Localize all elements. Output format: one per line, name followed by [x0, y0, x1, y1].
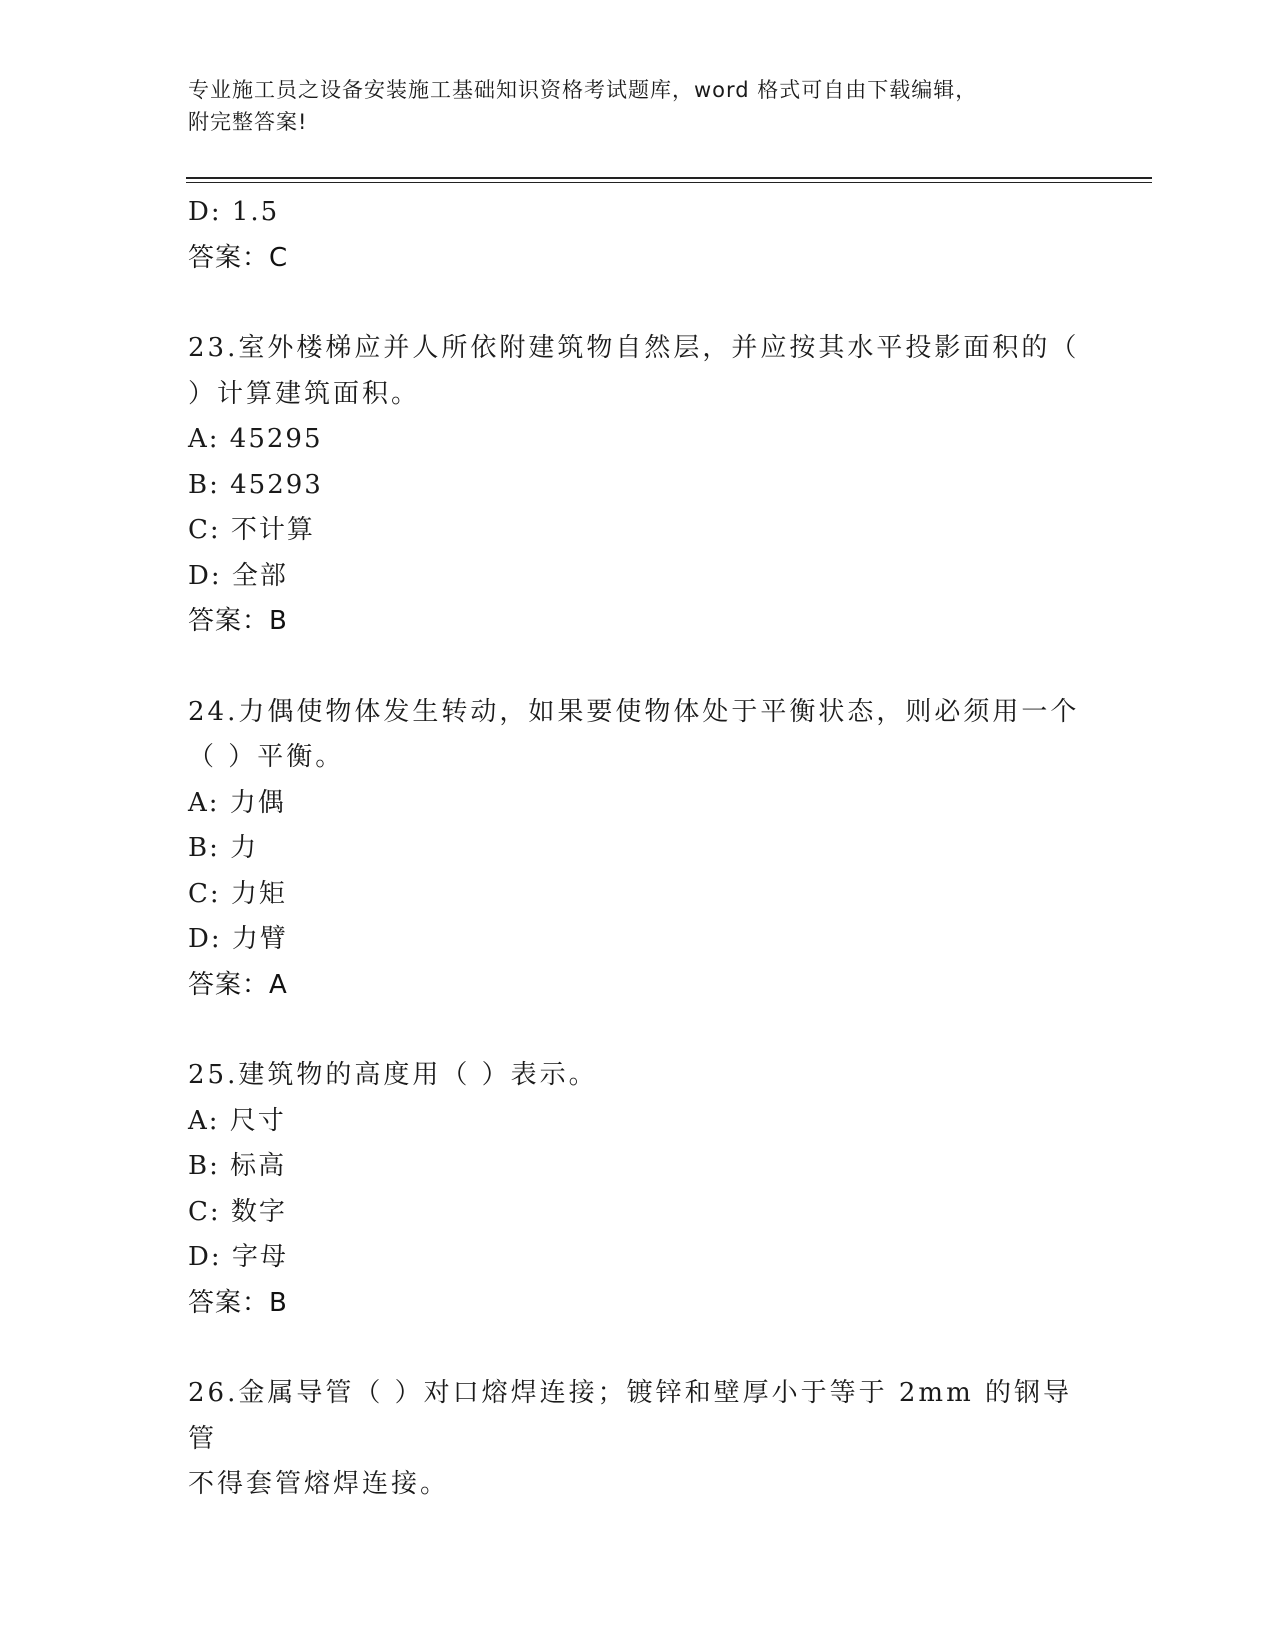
option-b: B: 45293 [188, 469, 323, 500]
option-c: C: 不计算 [188, 515, 315, 545]
prev-answer: 答案：C [188, 242, 289, 273]
header-divider-thick [186, 177, 1152, 179]
option-a: A: 力偶 [188, 787, 286, 818]
question-25 [188, 1053, 1088, 1326]
question-26 [188, 1371, 1088, 1508]
option-a: A: 45295 [188, 424, 323, 454]
header-line-2: 附完整答案! [188, 110, 308, 134]
option-c: C: 力矩 [188, 878, 287, 909]
option-a: A: 尺寸 [188, 1105, 286, 1136]
option-b: B: 标高 [188, 1151, 287, 1181]
question-stem: 23.室外楼梯应并人所依附建筑物自然层，并应按其水平投影面积的（ [188, 333, 1080, 363]
answer: 答案：B [188, 606, 288, 636]
question-24 [188, 690, 1088, 1009]
option-d: D: 力臂 [188, 924, 288, 954]
question-list [188, 190, 1088, 1508]
header-divider-thin [186, 182, 1152, 183]
option-c: C: 数字 [188, 1196, 287, 1227]
question-stem: 26.金属导管（ ）对口熔焊连接；镀锌和壁厚小于等于 2mm 的钢导管 [188, 1378, 1072, 1454]
page-header [188, 74, 1088, 138]
answer: 答案：B [188, 1287, 288, 1318]
question-stem: 25.建筑物的高度用（ ）表示。 [188, 1060, 598, 1090]
option-d: D: 字母 [188, 1242, 288, 1272]
prev-option-d: D: 1.5 [188, 197, 280, 227]
question-stem: 24.力偶使物体发生转动，如果要使物体处于平衡状态，则必须用一个 [188, 696, 1080, 727]
option-d: D: 全部 [188, 560, 288, 591]
answer: 答案：A [188, 969, 288, 1000]
header-line-1: 专业施工员之设备安装施工基础知识资格考试题库，word 格式可自由下载编辑， [188, 78, 978, 102]
question-stem-continued: 不得套管熔焊连接。 [188, 1469, 450, 1499]
question-23 [188, 326, 1088, 645]
question-stem-continued: （ ）平衡。 [188, 742, 345, 772]
question-stem-continued: ）计算建筑面积。 [188, 378, 421, 409]
option-b: B: 力 [188, 833, 259, 863]
